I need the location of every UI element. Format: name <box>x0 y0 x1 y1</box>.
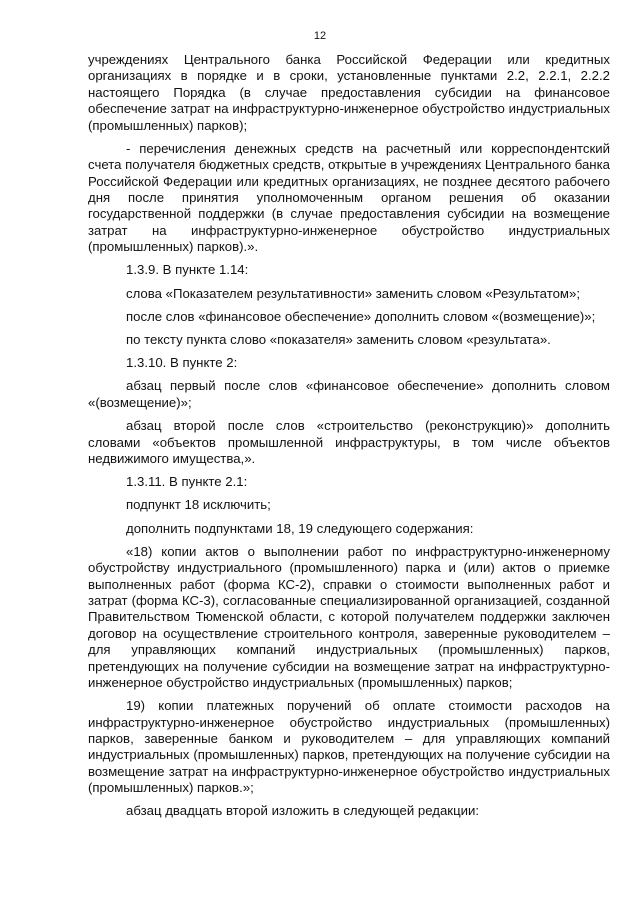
paragraph-add-word: после слов «финансовое обеспечение» дополнить словом «(возмещение)»; <box>126 308 596 324</box>
paragraph-subitem-exclude: подпункт 18 исключить; <box>126 497 271 513</box>
page-number: 12 <box>313 30 327 42</box>
paragraph-add-subitems: дополнить подпунктами 18, 19 следующего содержания: <box>126 520 474 536</box>
paragraph-subitem-19: 19) копии платежных поручений об оплате стоимости расходов на инфраструктурно-инженерное обустройство индустриальных (промышленных) парков, заверенные банком и руководителем – для управляющих компаний индустриальных (промышленных) парков, претендующих на получение субсидии на возмещение затрат на инфраструктурно-инженерное обустройство индустриальных (промышленных) парков.»; <box>88 698 610 796</box>
paragraph-item-1-3-10: 1.3.10. В пункте 2: <box>126 355 238 371</box>
paragraph-item-1-3-11: 1.3.11. В пункте 2.1: <box>126 474 248 490</box>
paragraph-abzac-22: абзац двадцать второй изложить в следующей редакции: <box>126 803 480 819</box>
paragraph-item-1-3-9: 1.3.9. В пункте 1.14: <box>126 262 249 278</box>
paragraph-first-abzac: абзац первый после слов «финансовое обеспечение» дополнить словом «(возмещение)»; <box>88 378 610 410</box>
paragraph-replace-throughout: по тексту пункта слово «показателя» заменить словом «результата». <box>126 332 551 348</box>
paragraph-second-abzac: абзац второй после слов «строительство (реконструкцию)» дополнить словами «объектов промышленной инфраструктуры, в том числе объектов недвижимого имущества,». <box>88 418 610 466</box>
paragraph-continuation: учреждениях Центрального банка Российской Федерации или кредитных организациях в порядке и в сроки, установленные пунктами 2.2, 2.2.1, 2.2.2 настоящего Порядка (в случае предоставления субсидии на финансовое обеспечение затрат на инфраструктурно-инженерное обустройство индустриальных (промышленных) парков); <box>88 52 610 133</box>
paragraph-transfer-clause: - перечисления денежных средств на расчетный или корреспондентский счета получателя бюджетных средств, открытые в учреждениях Центрального банка Российской Федерации или кредитных организациях, не позднее десятого рабочего дня после принятия уполномоченным органом решения об оказании государственной поддержки (в случае предоставления субсидии на возмещение затрат на инфраструктурно-инженерное обустройство индустриальных (промышленных) парков).». <box>88 140 610 255</box>
paragraph-subitem-18: «18) копии актов о выполнении работ по инфраструктурно-инженерному обустройству индустриального (промышленного) парка и (или) актов о приемке выполненных работ (форма КС-2), справки о стоимости выполненных работ и затрат (форма КС-3), согласованные специализированной организацией, созданной Правительством Тюменской области, с которой получателем поддержки заключен договор на осуществление строительного контроля, заверенные руководителем – для управляющих компаний индустриальных (промышленных) парков, претендующих на получение субсидии на возмещение затрат на инфраструктурно-инженерное обустройство индустриальных (промышленных) парков; <box>88 543 610 690</box>
paragraph-replace-words: слова «Показателем результативности» заменить словом «Результатом»; <box>126 285 580 301</box>
document-body <box>88 52 610 827</box>
